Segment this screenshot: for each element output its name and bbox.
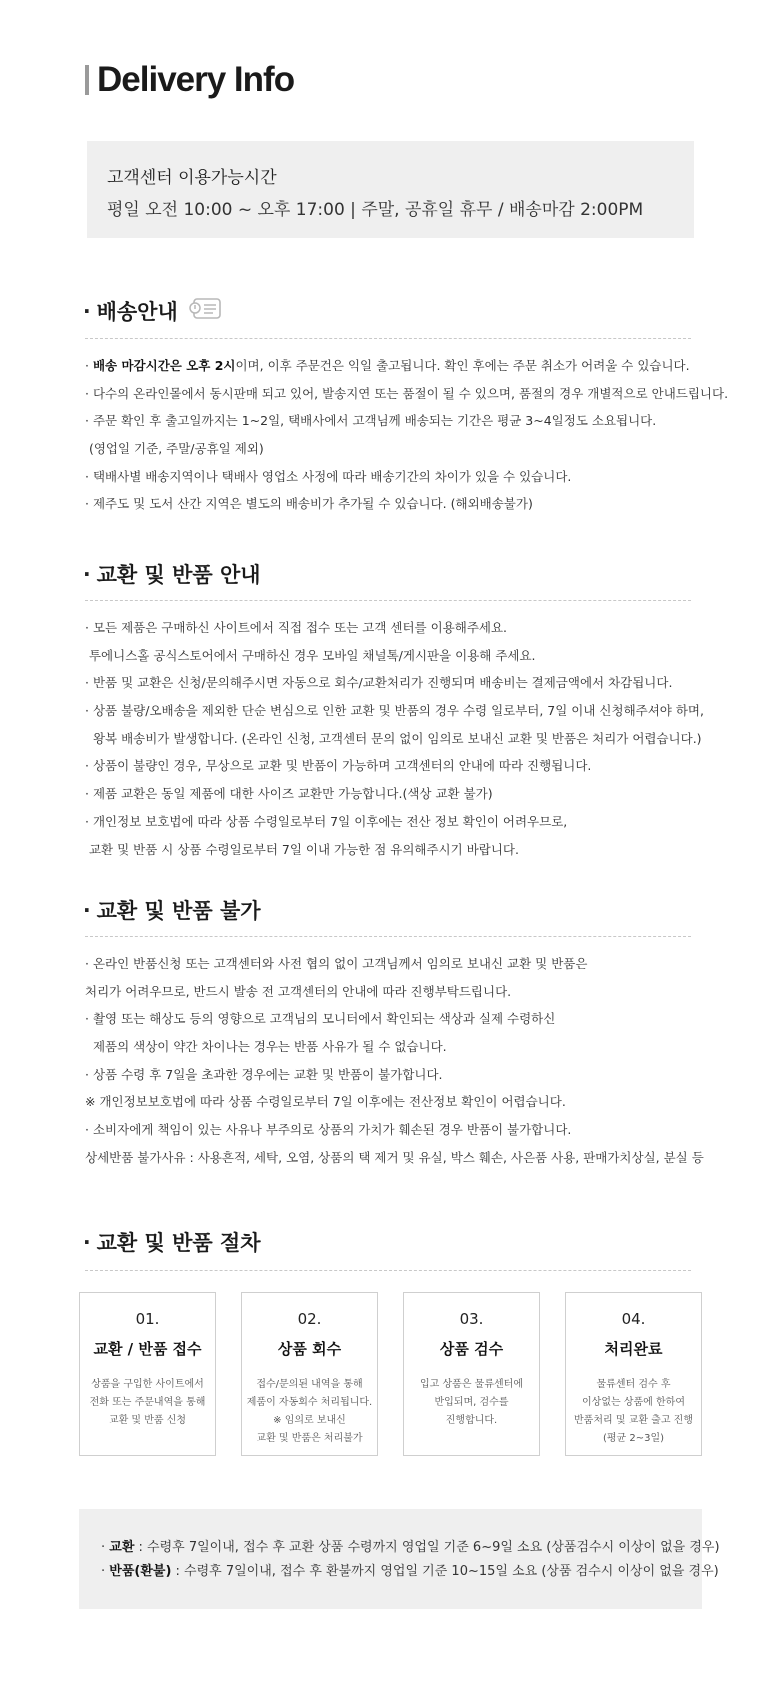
section-divider [85,1270,691,1271]
step-card-inspection [403,1292,540,1456]
section-heading-procedure: · 교환 및 반품 절차 [83,1227,261,1257]
list-item: 교환 및 반품 시 상품 수령일로부터 7일 이내 가능한 점 유의해주시기 바랍니다. [88,841,519,857]
delivery-info-list [85,352,729,518]
procedure-steps [79,1292,702,1456]
list-item: · 상품이 불량인 경우, 무상으로 교환 및 반품이 가능하며 고객센터의 안내에 따라 진행됩니다. [85,758,592,774]
heading-text: 교환 및 반품 불가 [96,899,261,923]
page-title [85,60,294,100]
step-title: 상품 회수 [277,1340,342,1358]
heading-text: 교환 및 반품 안내 [96,563,261,587]
heading-text: 교환 및 반품 절차 [96,1231,261,1255]
list-item: 제품의 색상이 약간 차이나는 경우는 반품 사유가 될 수 없습니다. [92,1039,447,1055]
section-heading-delivery [83,296,224,326]
step-description: 입고 상품은 물류센터에 반입되며, 검수를 진행합니다. [420,1379,523,1426]
list-item: · 주문 확인 후 출고일까지는 1~2일, 택배사에서 고객님께 배송되는 기간은 평균 3~4일정도 소요됩니다. [85,413,657,429]
step-number: 03. [459,1310,484,1328]
title-accent-bar [85,65,89,95]
step-description: 물류센터 검수 후 이상없는 상품에 한하여 반품처리 및 교환 출고 진행 (평균 2~3일) [574,1379,693,1444]
list-item: · 반품 및 교환은 신청/문의해주시면 자동으로 회수/교환처리가 진행되며 배송비는 결제금액에서 차감됩니다. [85,675,673,691]
list-item: 상세반품 불가사유 : 사용흔적, 세탁, 오염, 상품의 택 제거 및 유실, 박스 훼손, 사은품 사용, 판매가치상실, 분실 등 [85,1149,704,1165]
summary-refund: · 반품(환불) : 수령후 7일이내, 접수 후 환불까지 영업일 기준 10~15일 소요 (상품 검수시 이상이 없을 경우) [101,1564,719,1579]
step-card-complete [565,1292,702,1456]
list-item: · 개인정보 보호법에 따라 상품 수령일로부터 7일 이후에는 전산 정보 확인이 어려우므로, [85,813,568,829]
step-number: 01. [135,1310,160,1328]
list-item: · 촬영 또는 해상도 등의 영향으로 고객님의 모니터에서 확인되는 색상과 실제 수령하신 [85,1011,556,1027]
emphasis-text: 배송 마감시간은 오후 2시 [92,358,236,373]
list-item: · 상품 불량/오배송을 제외한 단순 변심으로 인한 교환 및 반품의 경우 수령 일로부터, 7일 이내 신청해주셔야 하며, [85,703,704,719]
step-title: 처리완료 [604,1340,663,1358]
section-heading-exchange-guide: · 교환 및 반품 안내 [83,559,261,589]
list-item: · 모든 제품은 구매하신 사이트에서 직접 접수 또는 고객 센터를 이용해주세요. [85,620,508,635]
summary-label: 반품(환불) [109,1564,172,1579]
list-item: · 다수의 온라인몰에서 동시판매 되고 있어, 발송지연 또는 품절이 될 수 있으며, 품절의 경우 개별적으로 안내드립니다. [85,385,729,401]
section-divider [85,600,691,601]
list-item: · 상품 수령 후 7일을 초과한 경우에는 교환 및 반품이 불가합니다. [85,1066,443,1082]
list-item: · 택배사별 배송지역이나 택배사 영업소 사정에 따라 배송기간의 차이가 있을 수 있습니다. [85,468,572,484]
step-title: 교환 / 반품 접수 [93,1340,202,1358]
memo-card-icon [186,296,224,326]
heading-text: 배송안내 [96,300,178,324]
heading-bullet: · [83,299,91,323]
exchange-unavailable-list [85,950,725,1172]
hours-label: 고객센터 이용가능시간 [107,168,277,188]
list-item: 처리가 어려우므로, 반드시 발송 전 고객센터의 안내에 따라 진행부탁드립니다. [85,983,512,999]
list-item: · 배송 마감시간은 오후 2시이며, 이후 주문건은 익일 출고됩니다. 확인 후에는 주문 취소가 어려울 수 있습니다. [85,358,690,373]
exchange-guide-list [85,614,725,863]
processing-time-summary [79,1509,720,1609]
list-item: ※ 개인정보보호법에 따라 상품 수령일로부터 7일 이후에는 전산정보 확인이 어렵습니다. [85,1094,566,1110]
step-description: 접수/문의된 내역을 통해 제품이 자동회수 처리됩니다. ※ 임의로 보내신 교환 및 반품은 처리불가 [246,1379,373,1444]
step-card-collection [241,1292,378,1456]
list-item: (영업일 기준, 주말/공휴일 제외) [88,441,264,457]
summary-exchange: · 교환 : 수령후 7일이내, 접수 후 교환 상품 수령까지 영업일 기준 6~9일 소요 (상품검수시 이상이 없을 경우) [101,1540,720,1555]
list-item: · 제품 교환은 동일 제품에 대한 사이즈 교환만 가능합니다.(색상 교환 불가) [85,786,493,802]
summary-label: 교환 [109,1540,135,1555]
list-item: · 제주도 및 도서 산간 지역은 별도의 배송비가 추가될 수 있습니다. (해외배송불가) [85,496,533,512]
list-item: 왕복 배송비가 발생합니다. (온라인 신청, 고객센터 문의 없이 임의로 보내신 교환 및 반품은 처리가 어렵습니다.) [92,730,702,746]
step-number: 04. [621,1310,646,1328]
customer-center-hours-box [87,141,694,238]
section-heading-exchange-unavailable: · 교환 및 반품 불가 [83,895,261,925]
hours-detail: 평일 오전 10:00 ~ 오후 17:00 | 주말, 공휴일 휴무 / 배송마감 2:00PM [107,200,644,220]
section-divider [85,338,691,339]
section-divider [85,936,691,937]
step-number: 02. [297,1310,322,1328]
page-title-text: Delivery Info [97,60,295,99]
step-description: 상품을 구입한 사이트에서 전화 또는 주문내역을 통해 교환 및 반품 신청 [89,1379,206,1426]
step-card-receipt [79,1292,216,1456]
list-item: · 소비자에게 책임이 있는 사유나 부주의로 상품의 가치가 훼손된 경우 반품이 불가합니다. [85,1122,572,1138]
list-item: 투에니스홀 공식스토어에서 구매하신 경우 모바일 채널톡/게시판을 이용해 주세요. [88,647,536,663]
list-item: · 온라인 반품신청 또는 고객센터와 사전 협의 없이 고객님께서 임의로 보내신 교환 및 반품은 [85,956,588,971]
step-title: 상품 검수 [439,1340,504,1358]
